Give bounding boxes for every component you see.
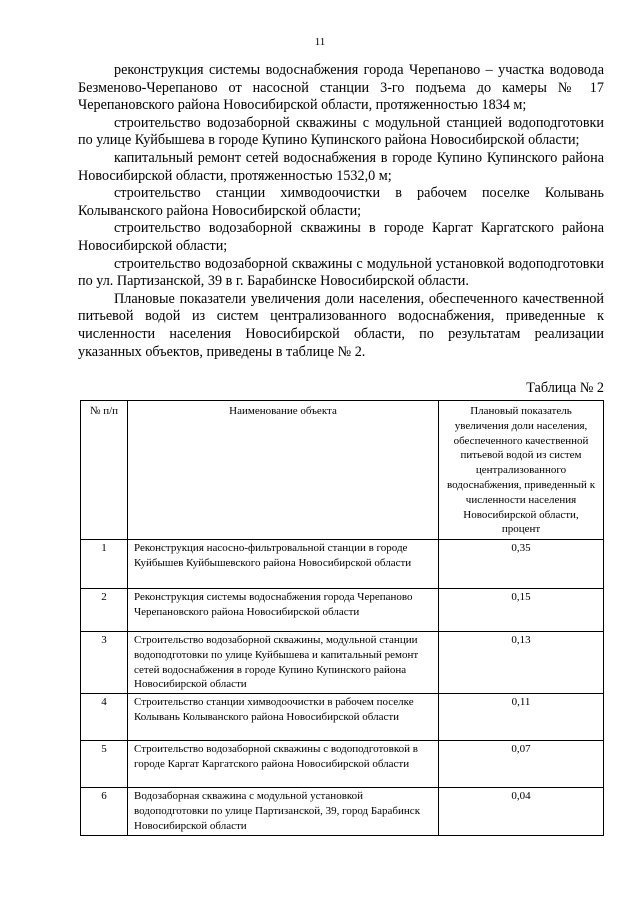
header-indicator: Плановый показатель увеличения доли населения, обеспеченного качественной питьевой водой из систем централизованного водоснабжения, приведенный к численности населения Новосибирской области, процент <box>439 401 604 540</box>
row-object-name: Строительство станции химводоочистки в рабочем поселке Колывань Колыванского района Новосибирской области <box>128 694 439 741</box>
row-number: 4 <box>81 694 128 741</box>
table-row <box>81 589 604 632</box>
page-number: 11 <box>314 36 326 48</box>
row-object-name: Строительство водозаборной скважины с водоподготовкой в городе Каргат Каргатского района Новосибирской области <box>128 741 439 788</box>
row-number: 1 <box>81 540 128 589</box>
row-indicator-value: 0,11 <box>439 694 604 741</box>
row-indicator-value: 0,13 <box>439 632 604 694</box>
paragraph: Плановые показатели увеличения доли населения, обеспеченного качественной питьевой водой из систем централизованного водоснабжения, приведенные к численности населения Новосибирской области, по результатам реализации указанных объектов, приведены в таблице № 2. <box>78 290 604 360</box>
row-indicator-value: 0,07 <box>439 741 604 788</box>
header-object-name: Наименование объекта <box>128 401 439 540</box>
table-caption: Таблица № 2 <box>526 380 604 396</box>
row-indicator-value: 0,35 <box>439 540 604 589</box>
table-row <box>81 694 604 741</box>
paragraph: строительство водозаборной скважины в городе Каргат Каргатского района Новосибирской области; <box>78 220 604 254</box>
row-object-name: Водозаборная скважина с модульной установкой водоподготовки по улице Партизанской, 39, город Барабинск Новосибирской области <box>128 788 439 835</box>
row-object-name: Реконструкция насосно-фильтровальной станции в городе Куйбышев Куйбышевского района Новосибирской области <box>128 540 439 589</box>
header-number: № п/п <box>81 401 128 540</box>
table-row <box>81 540 604 589</box>
objects-table <box>80 400 604 836</box>
table-header-row <box>81 401 604 540</box>
row-number: 3 <box>81 632 128 694</box>
table-row <box>81 788 604 835</box>
row-indicator-value: 0,15 <box>439 589 604 632</box>
table-row <box>81 632 604 694</box>
row-object-name: Строительство водозаборной скважины, модульной станции водоподготовки по улице Куйбышева и капитальный ремонт сетей водоснабжения в городе Купино Купинского района Новосибирской области <box>128 632 439 694</box>
body-text <box>78 62 604 361</box>
row-number: 2 <box>81 589 128 632</box>
paragraph: строительство водозаборной скважины с модульной установкой водоподготовки по ул. Партизанской, 39 в г. Барабинске Новосибирской области. <box>78 255 604 290</box>
row-object-name: Реконструкция системы водоснабжения города Черепаново Черепановского района Новосибирской области <box>128 589 439 632</box>
table-row <box>81 741 604 788</box>
paragraph: капитальный ремонт сетей водоснабжения в городе Купино Купинского района Новосибирской области, протяженностью 1532,0 м; <box>78 149 604 184</box>
row-indicator-value: 0,04 <box>439 788 604 835</box>
paragraph: реконструкция системы водоснабжения города Черепаново – участка водовода Безменово-Черепаново от насосной станции 3-го подъема до камеры № 17 Черепановского района Новосибирской области, протяженностью 1834 м; <box>78 62 604 114</box>
paragraph: строительство станции химводоочистки в рабочем поселке Колывань Колыванского района Новосибирской области; <box>78 185 604 219</box>
row-number: 6 <box>81 788 128 835</box>
paragraph: строительство водозаборной скважины с модульной станцией водоподготовки по улице Куйбышева в городе Купино Купинского района Новосибирской области; <box>78 114 604 149</box>
row-number: 5 <box>81 741 128 788</box>
